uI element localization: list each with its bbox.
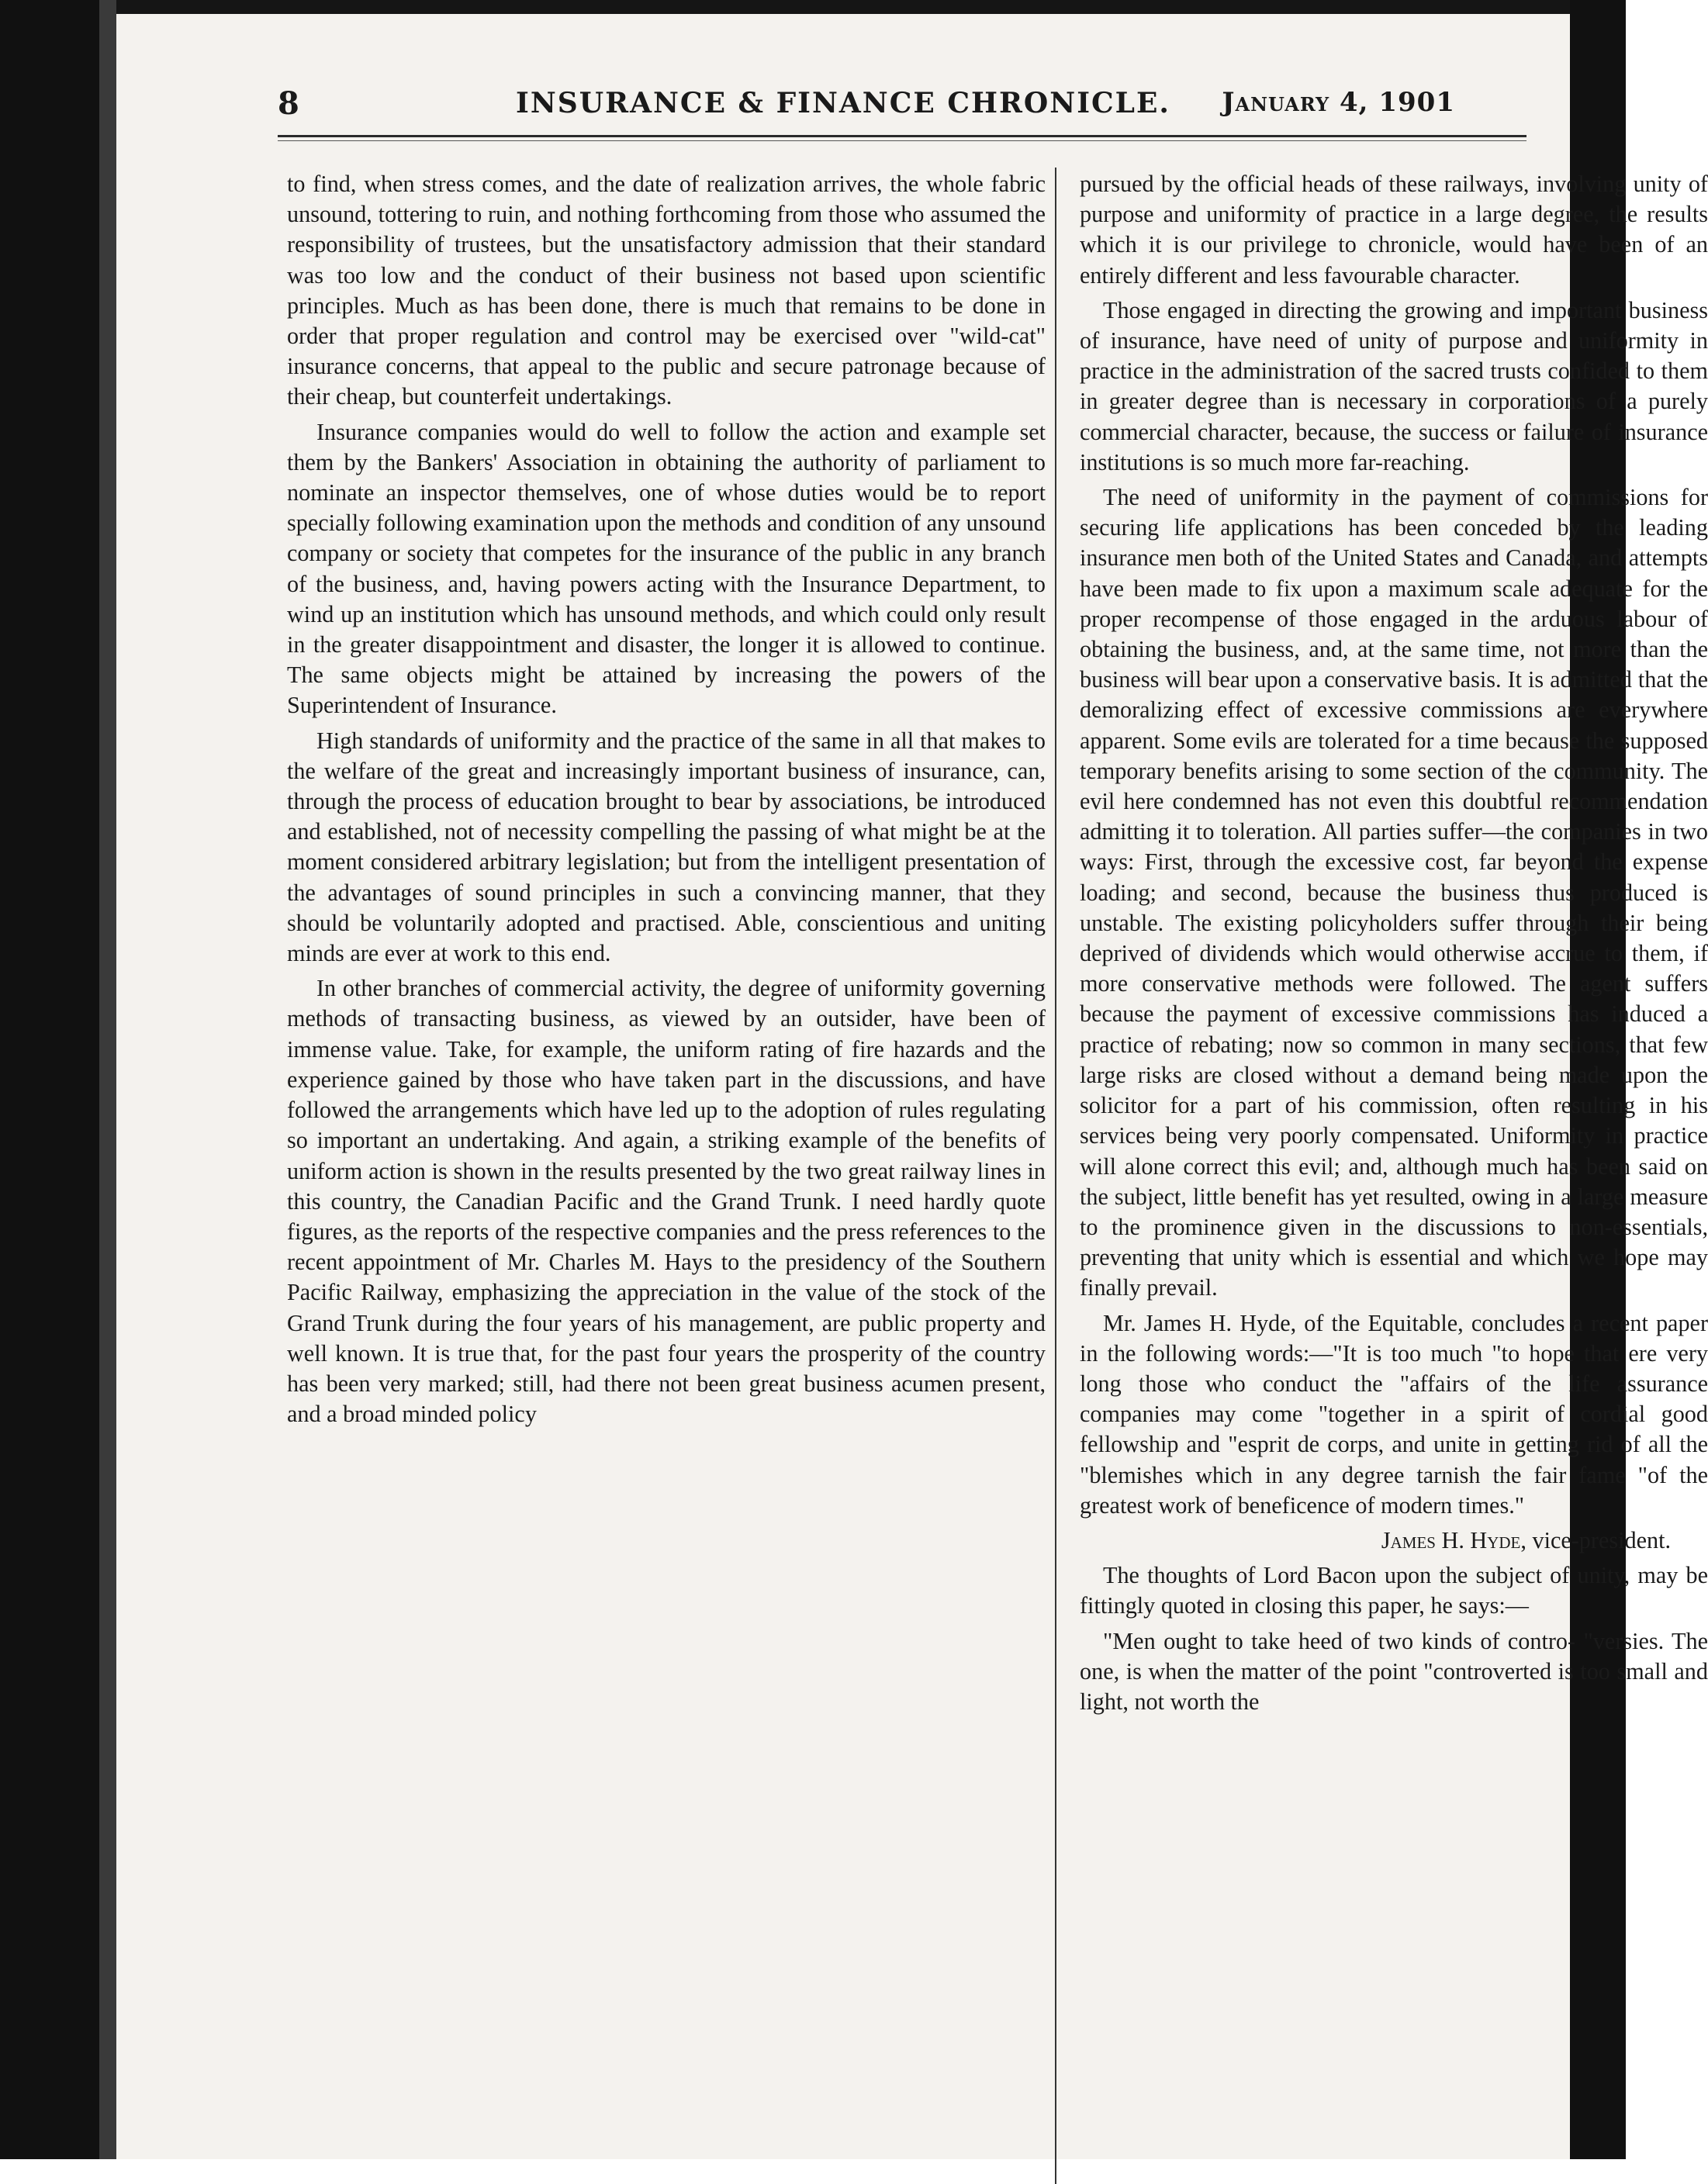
- publication-title: INSURANCE & FINANCE CHRONICLE.: [516, 87, 1170, 119]
- paragraph: In other branches of commercial activity, the degree of uniformity governing methods of transacting business, as viewed by an outsider, have been of immense value. Take, for example, the uniform rating of fire hazards and the experience gained by those who have taken part in the discussions, and have followed the arrangements which have led up to the adoption of rules regulating so important an undertaking. And again, a striking example of the benefits of uniform action is shown in the results presented by the two great railway lines in this country, the Canadian Pacific and the Grand Trunk. I need hardly quote figures, as the reports of the respective companies and the press references to the recent appointment of Mr. Charles M. Hays to the presidency of the Southern Pacific Railway, emphasizing the appreciation in the value of the stock of the Grand Trunk during the four years of his management, are public property and well known. It is true that, for the past four years the prosperity of the country has been very marked; still, had there not been great business acumen present, and a broad minded policy: [287, 975, 1046, 1428]
- header-rule-thin: [278, 140, 1526, 141]
- scan-border-left: [0, 0, 116, 2159]
- paragraph: to find, when stress comes, and the date of realization arrives, the whole fabric unsound, tottering to ruin, and nothing forthcoming from those who assumed the responsibility of trustees, but the unsatisfactory admission that their standard was too low and the conduct of their business not based upon scientific principles. Much as has been done, there is much that remains to be done in order that proper regulation and control may be exercised over "wild-cat" insurance concerns, that appeal to the public and secure patronage because of their cheap, but counterfeit undertakings.: [287, 171, 1046, 410]
- paragraph: Those engaged in directing the growing and important business of insurance, have need of unity of purpose and uniformity in practice in the administration of the sacred trusts confided to them in greater degree than is necessary in corporations of a purely commercial character, because, the success or failure of insurance institutions is so much more far-reaching.: [1080, 296, 1708, 475]
- paragraph: Insurance companies would do well to follow the action and example set them by the Bankers' Association in obtaining the authority of parliament to nominate an inspector themselves, one of whose duties would be to report specially following examination upon the methods and condition of any unsound company or society that competes for the insurance of the public in any branch of the business, and, having powers acting with the Insurance Department, to wind up an institution which has unsound methods, and which could only result in the greater disappointment and disaster, the longer it is allowed to continue. The same objects might be attained by increasing the powers of the Superintendent of Insurance.: [287, 418, 1046, 719]
- scan-border-top: [116, 0, 1570, 14]
- newspaper-page: [116, 14, 1708, 2159]
- column-divider: [1055, 168, 1056, 2184]
- paragraph: The need of uniformity in the payment of commissions for securing life applications has been conceded by the leading insurance men both of the United States and Canada, and attempts have been made to fix upon a maximum scale adequate for the proper recompense of those engaged in the arduous labour of obtaining the business, and, at the same time, not more than the business will bear upon a conservative basis. It is admitted that the demoralizing effect of excessive commissions are everywhere apparent. Some evils are tolerated for a time because the supposed temporary benefits arising to some section of the community. The evil here condemned has not even this doubtful recommendation admitting it to toleration. All parties suffer—the companies in two ways: First, through the excessive cost, far beyond the expense loading; and second, because the business thus produced is unstable. The existing policyholders suffer through their being deprived of dividends which would otherwise accrue to them, if more conservative methods were followed. The agent suffers because the payment of excessive commissions has induced a practice of rebating; now so common in many sections, that few large risks are closed without a demand being made upon the solicitor for a part of his commission, often resulting in his services being very poorly compensated. Uniformity in practice will alone correct this evil; and, although much has been said on the subject, little benefit has yet resulted, owing in a large measure to the prominence given in the discussions to non-essentials, preventing that unity which is essential and which we hope may finally prevail.: [1080, 484, 1708, 1301]
- paragraph: The thoughts of Lord Bacon upon the subject of unity, may be fittingly quoted in closing this paper, he says:—: [1080, 1562, 1708, 1619]
- left-column: [287, 169, 1046, 2113]
- quotation-paragraph: Mr. James H. Hyde, of the Equitable, concludes a recent paper in the following words:—"It is too much "to hope that ere very long those who conduct the "affairs of the life assurance companies may come "together in a spirit of cordial good fellowship and "esprit de corps, and unite in getting rid of all the "blemishes which in any degree tarnish the fair fame "of the greatest work of beneficence of modern times.": [1080, 1309, 1708, 1519]
- paragraph: pursued by the official heads of these railways, involving unity of purpose and uniformity of practice in a large degree, the results which it is our privilege to chronicle, would have been of an entirely different and less favourable character.: [1080, 171, 1708, 289]
- paragraph: High standards of uniformity and the practice of the same in all that makes to the welfare of the great and increasingly important business of insurance, can, through the process of education brought to bear by associations, be introduced and established, not of necessity compelling the passing of what might be at the moment considered arbitrary legislation; but from the intelligent presentation of the advantages of sound principles in such a convincing manner, that they should be voluntarily adopted and practised. Able, conscientious and uniting minds are ever at work to this end.: [287, 727, 1046, 967]
- signature-name: James H. Hyde: [1381, 1526, 1521, 1553]
- right-column: [1080, 169, 1708, 2113]
- quotation-paragraph: "Men ought to take heed of two kinds of contro- "versies. The one, is when the matter of the point "controverted is too small and light, not worth the: [1080, 1627, 1708, 1715]
- header-rule: [278, 135, 1526, 137]
- issue-date: January 4, 1901: [1222, 87, 1455, 118]
- signature: [1080, 1526, 1708, 1556]
- page-number: 8: [278, 85, 299, 122]
- page-header: [116, 85, 1570, 132]
- signature-title: , vice-president.: [1520, 1526, 1671, 1553]
